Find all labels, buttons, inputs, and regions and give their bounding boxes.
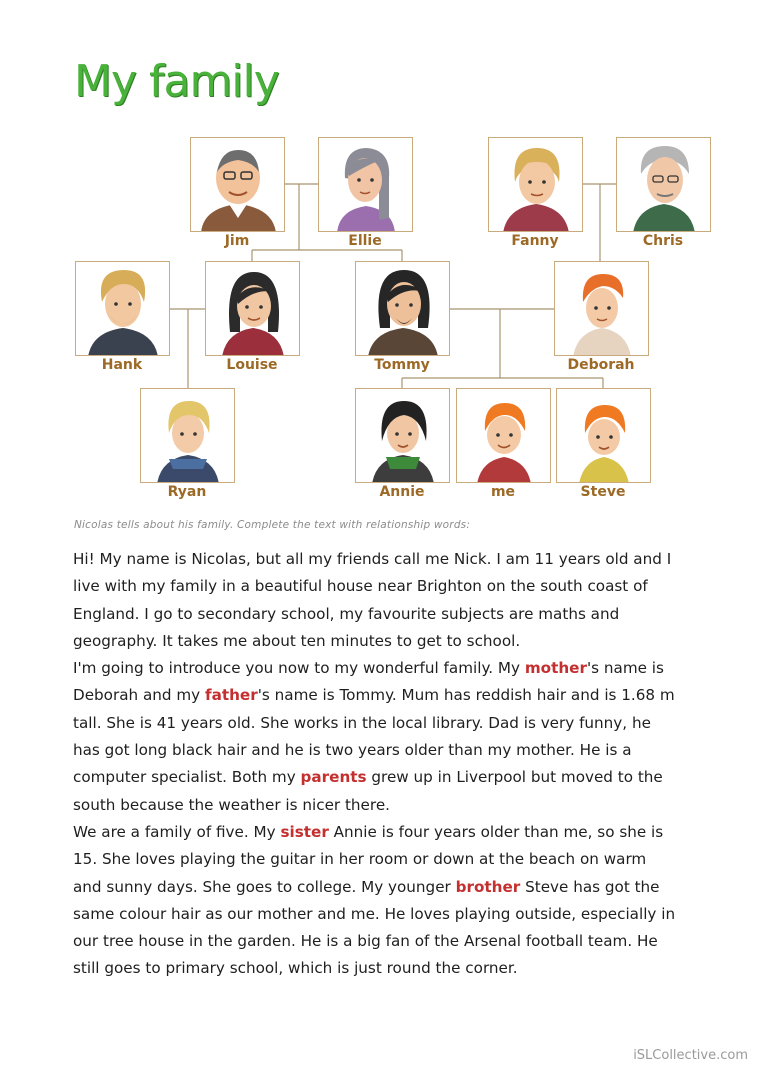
passage-line bbox=[73, 655, 713, 682]
portrait-annie-icon bbox=[356, 389, 450, 483]
name-tommy: Tommy bbox=[374, 357, 430, 373]
name-steve: Steve bbox=[580, 484, 626, 500]
name-hank: Hank bbox=[101, 357, 143, 373]
portrait-tommy bbox=[355, 261, 450, 356]
passage-text: Annie is four years older than me, so she is bbox=[328, 822, 664, 841]
passage-line: live with my family in a beautiful house near Brighton on the south coast of bbox=[73, 577, 648, 596]
passage-line: still goes to primary school, which is just round the corner. bbox=[73, 959, 518, 978]
passage-line bbox=[73, 682, 713, 709]
portrait-jim-icon bbox=[191, 138, 285, 232]
passage-text: Deborah and my bbox=[73, 686, 205, 705]
exercise-instruction: Nicolas tells about his family. Complete the text with relationship words: bbox=[74, 519, 471, 531]
portrait-jim bbox=[190, 137, 285, 232]
portrait-hank bbox=[75, 261, 170, 356]
site-watermark: iSLCollective.com bbox=[633, 1048, 748, 1063]
portrait-ryan-icon bbox=[141, 389, 235, 483]
reading-passage bbox=[73, 546, 713, 983]
portrait-louise bbox=[205, 261, 300, 356]
portrait-me bbox=[456, 388, 551, 483]
passage-text: 's name is bbox=[586, 659, 664, 678]
passage-line: our tree house in the garden. He is a big fan of the Arsenal football team. He bbox=[73, 932, 658, 951]
name-louise: Louise bbox=[226, 357, 278, 373]
portrait-chris-icon bbox=[617, 138, 711, 232]
passage-line bbox=[73, 764, 713, 791]
passage-text: computer specialist. Both my bbox=[73, 768, 301, 787]
passage-line: south because the weather is nicer there. bbox=[73, 795, 390, 814]
portrait-tommy-icon bbox=[356, 262, 450, 356]
answer-mother: mother bbox=[524, 659, 587, 678]
portrait-chris bbox=[616, 137, 711, 232]
name-chris: Chris bbox=[642, 233, 684, 249]
portrait-steve bbox=[556, 388, 651, 483]
passage-line bbox=[73, 874, 713, 901]
passage-line: geography. It takes me about ten minutes to get to school. bbox=[73, 631, 521, 650]
answer-sister: sister bbox=[280, 822, 329, 841]
answer-parents: parents bbox=[300, 768, 367, 787]
passage-line: has got long black hair and he is two years older than my mother. He is a bbox=[73, 741, 632, 760]
name-jim: Jim bbox=[224, 233, 250, 249]
portrait-louise-icon bbox=[206, 262, 300, 356]
answer-brother: brother bbox=[455, 877, 521, 896]
portrait-ellie-icon bbox=[319, 138, 413, 232]
name-deborah: Deborah bbox=[567, 357, 635, 373]
passage-text: and sunny days. She goes to college. My younger bbox=[73, 877, 456, 896]
portrait-annie bbox=[355, 388, 450, 483]
portrait-deborah bbox=[554, 261, 649, 356]
passage-text: Steve has got the bbox=[520, 877, 660, 896]
portrait-deborah-icon bbox=[555, 262, 649, 356]
name-ryan: Ryan bbox=[167, 484, 207, 500]
passage-line: 15. She loves playing the guitar in her room or down at the beach on warm bbox=[73, 850, 647, 869]
name-ellie: Ellie bbox=[348, 233, 382, 249]
name-me: me bbox=[490, 484, 516, 500]
portrait-me-icon bbox=[457, 389, 551, 483]
portrait-steve-icon bbox=[557, 389, 651, 483]
passage-line: same colour hair as our mother and me. He loves playing outside, especially in bbox=[73, 904, 676, 923]
passage-line: tall. She is 41 years old. She works in the local library. Dad is very funny, he bbox=[73, 713, 651, 732]
passage-text: I'm going to introduce you now to my wonderful family. My bbox=[73, 659, 525, 678]
passage-text: 's name is Tommy. Mum has reddish hair and is 1.68 m bbox=[257, 686, 675, 705]
portrait-fanny bbox=[488, 137, 583, 232]
name-fanny: Fanny bbox=[511, 233, 559, 249]
passage-line: England. I go to secondary school, my favourite subjects are maths and bbox=[73, 604, 620, 623]
portrait-ryan bbox=[140, 388, 235, 483]
page-title: My family bbox=[74, 56, 279, 107]
passage-text: grew up in Liverpool but moved to the bbox=[366, 768, 663, 787]
passage-text: We are a family of five. My bbox=[73, 822, 281, 841]
passage-line: Hi! My name is Nicolas, but all my friends call me Nick. I am 11 years old and I bbox=[73, 550, 672, 568]
name-annie: Annie bbox=[379, 484, 425, 500]
passage-line bbox=[73, 819, 713, 846]
answer-father: father bbox=[205, 686, 258, 705]
portrait-ellie bbox=[318, 137, 413, 232]
portrait-fanny-icon bbox=[489, 138, 583, 232]
portrait-hank-icon bbox=[76, 262, 170, 356]
